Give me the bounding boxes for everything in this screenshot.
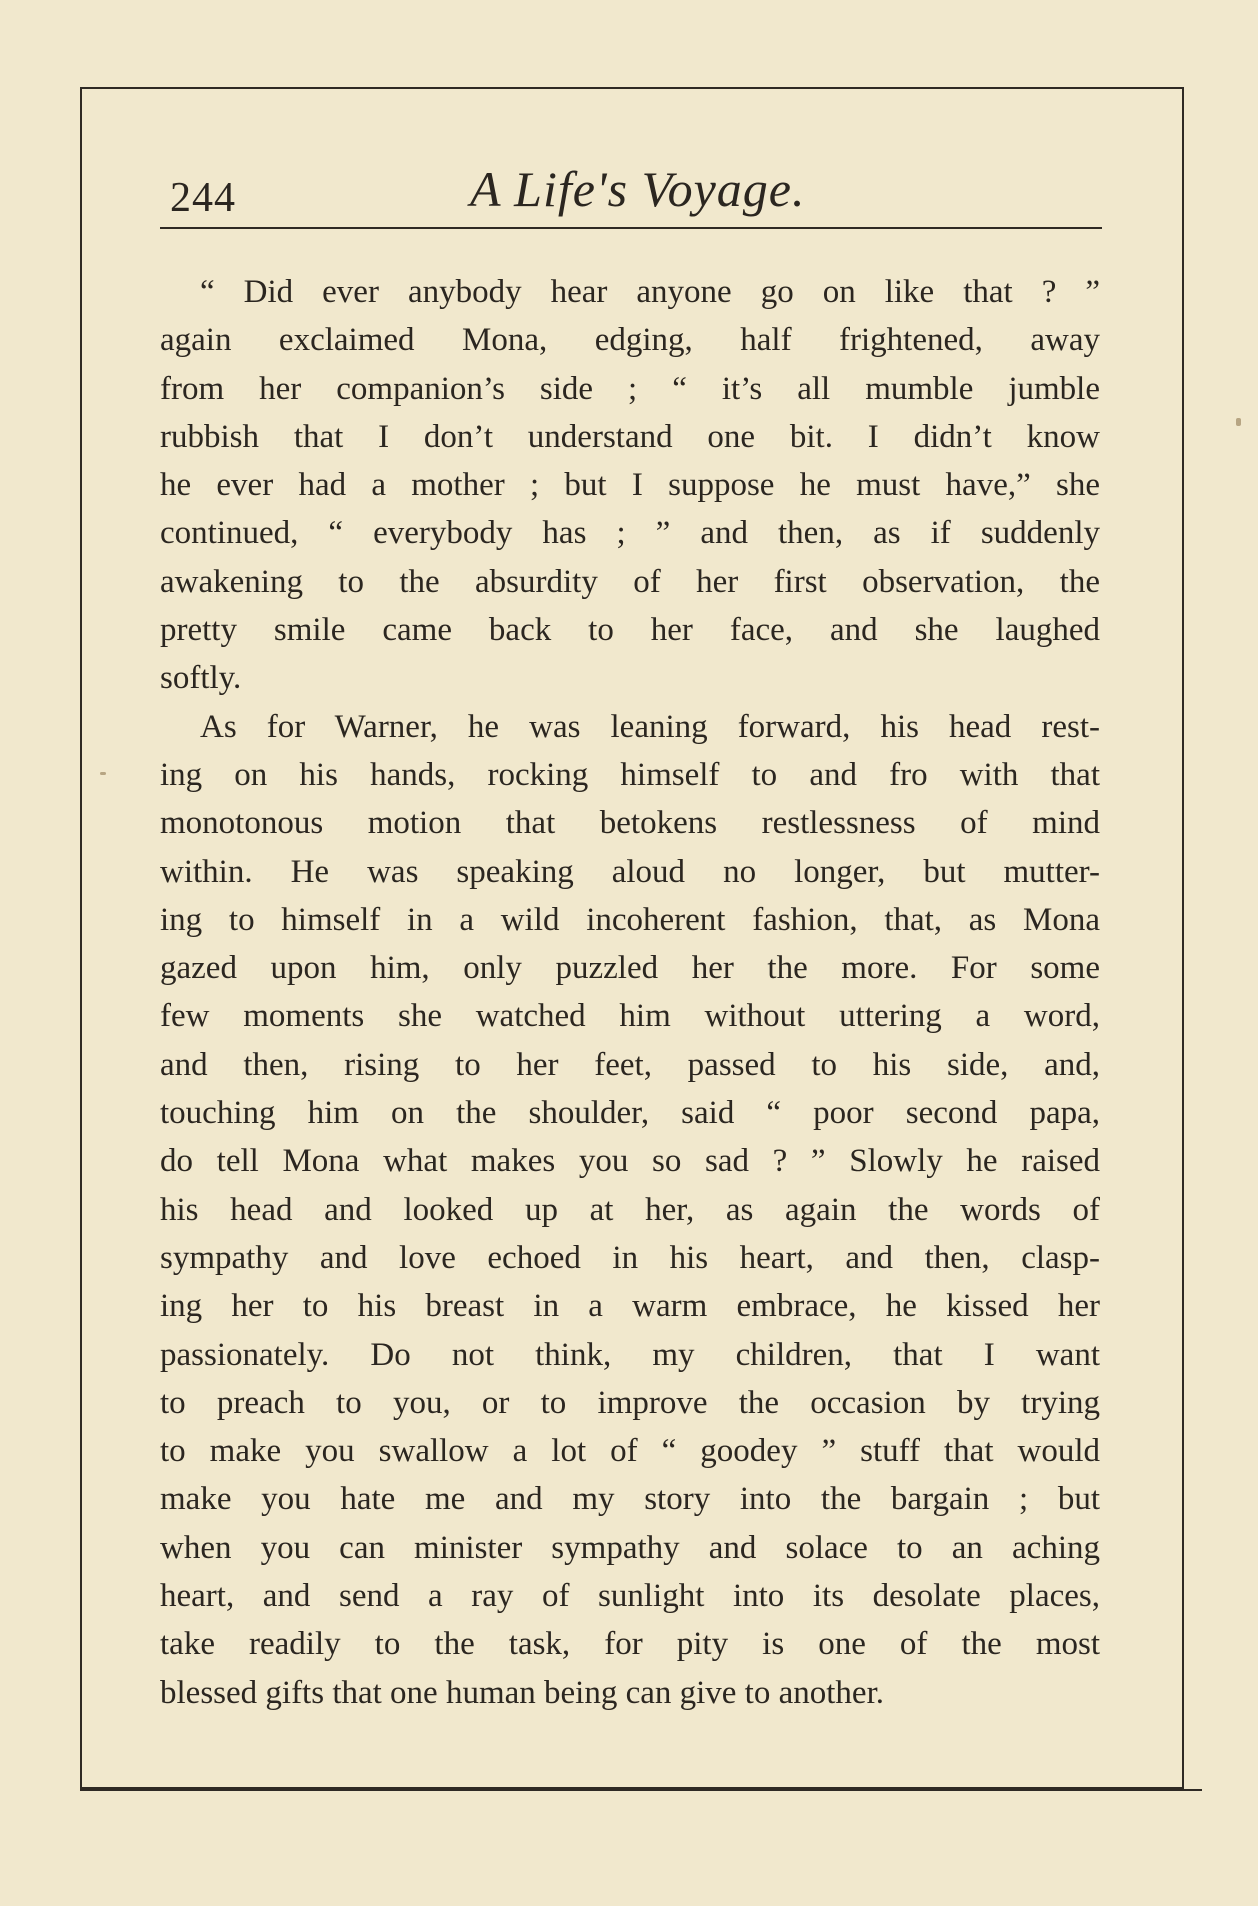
text-line: As for Warner, he was leaning forward, his head rest-: [200, 708, 1100, 745]
text-line: take readily to the task, for pity is one of the most: [160, 1626, 1100, 1663]
text-line: continued, “ everybody has ; ” and then, as if suddenly: [160, 515, 1100, 552]
running-head: [170, 160, 1100, 230]
text-line: he ever had a mother ; but I suppose he must have,” she: [160, 467, 1100, 504]
text-line: within. He was speaking aloud no longer, but mutter-: [160, 853, 1100, 890]
text-line: from her companion’s side ; “ it’s all mumble jumble: [160, 370, 1100, 407]
text-line: when you can minister sympathy and solace to an aching: [160, 1529, 1100, 1566]
page-number: 244: [170, 175, 236, 221]
text-line: rubbish that I don’t understand one bit. I didn’t know: [160, 418, 1100, 455]
text-line: to make you swallow a lot of “ goodey ” stuff that would: [160, 1433, 1100, 1470]
text-line: again exclaimed Mona, edging, half frightened, away: [160, 322, 1100, 359]
text-line: softly.: [160, 660, 242, 697]
body-text: [160, 268, 1100, 1717]
text-line: his head and looked up at her, as again the words of: [160, 1191, 1100, 1228]
text-line: “ Did ever anybody hear anyone go on like that ? ”: [200, 274, 1100, 310]
text-line: and then, rising to her feet, passed to his side, and,: [160, 1046, 1100, 1083]
text-line: ing on his hands, rocking himself to and fro with that: [160, 756, 1100, 793]
text-line: blessed gifts that one human being can give to another.: [160, 1674, 884, 1711]
text-line: sympathy and love echoed in his heart, and then, clasp-: [160, 1239, 1100, 1276]
text-line: touching him on the shoulder, said “ poor second papa,: [160, 1095, 1100, 1132]
text-line: do tell Mona what makes you so sad ? ” Slowly he raised: [160, 1143, 1100, 1180]
text-line: monotonous motion that betokens restlessness of mind: [160, 805, 1100, 842]
text-line: ing to himself in a wild incoherent fashion, that, as Mona: [160, 901, 1100, 938]
text-line: ing her to his breast in a warm embrace, he kissed her: [160, 1288, 1100, 1325]
text-line: few moments she watched him without uttering a word,: [160, 998, 1100, 1035]
text-line: pretty smile came back to her face, and she laughed: [160, 612, 1100, 649]
text-line: to preach to you, or to improve the occasion by trying: [160, 1384, 1100, 1421]
header-rule: [160, 227, 1102, 229]
paper-speck: [1236, 418, 1241, 426]
text-line: gazed upon him, only puzzled her the more. For some: [160, 950, 1100, 987]
text-line: make you hate me and my story into the bargain ; but: [160, 1481, 1100, 1518]
text-line: passionately. Do not think, my children, that I want: [160, 1336, 1100, 1373]
text-line: heart, and send a ray of sunlight into its desolate places,: [160, 1578, 1100, 1615]
text-line: awakening to the absurdity of her first observation, the: [160, 563, 1100, 600]
book-title: A Life's Voyage.: [470, 161, 806, 217]
paper-speck: [100, 772, 106, 775]
